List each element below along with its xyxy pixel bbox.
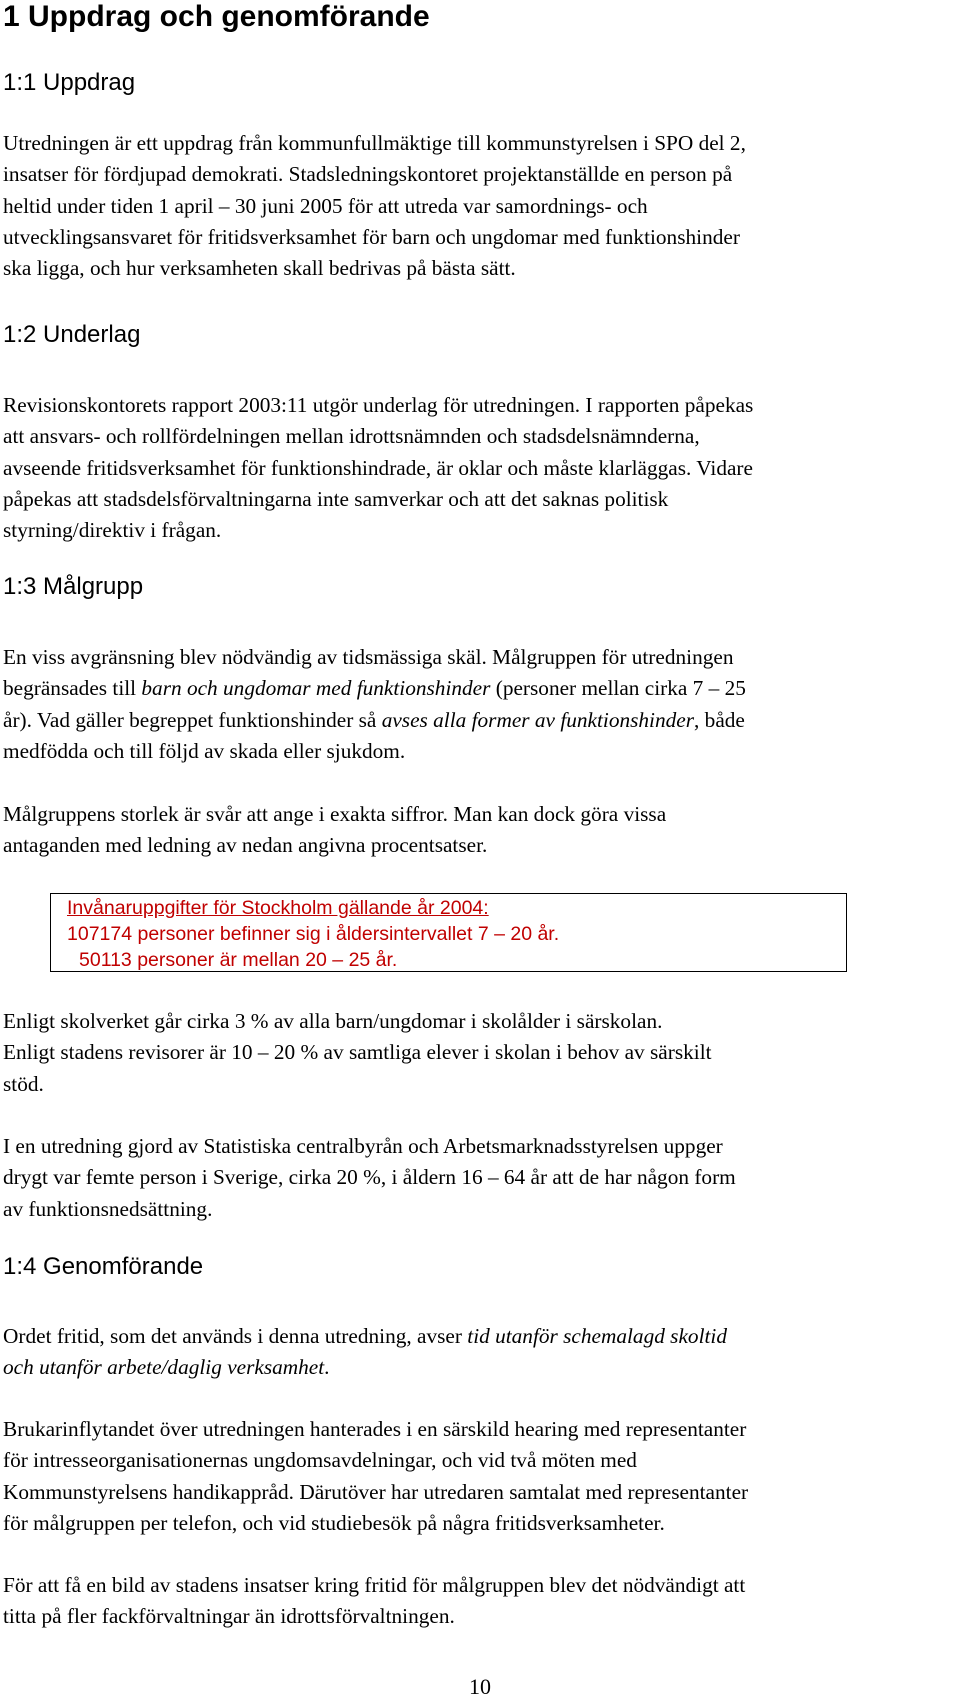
text-line: titta på fler fackförvaltningar än idrottsförvaltningen.	[3, 1604, 455, 1629]
text-line	[3, 673, 953, 704]
italic-text: avses alla former av funktionshinder	[381, 707, 695, 732]
italic-text: barn och ungdomar med funktionshinder	[141, 676, 491, 701]
paragraph-fritid	[3, 1321, 953, 1384]
text-line	[3, 1352, 953, 1383]
box-title: Invånaruppgifter för Stockholm gällande år 2004:	[67, 897, 489, 919]
text-line: ska ligga, och hur verksamheten skall bedrivas på bästa sätt.	[3, 256, 516, 281]
paragraph-brukarinflytande	[3, 1414, 953, 1539]
text-line: av funktionsnedsättning.	[3, 1196, 213, 1221]
text-line: Målgruppens storlek är svår att ange i exakta siffror. Man kan dock göra vissa	[3, 802, 667, 826]
text-line: Enligt skolverket går cirka 3 % av alla barn/ungdomar i skolålder i särskolan.	[3, 1009, 663, 1033]
chapter-heading: 1 Uppdrag och genomförande	[3, 0, 430, 33]
text-run: begränsades till	[3, 676, 142, 701]
text-line: I en utredning gjord av Statistiska centralbyrån och Arbetsmarknadsstyrelsen uppger	[3, 1134, 723, 1158]
text-line: att ansvars- och rollfördelningen mellan idrottsnämnden och stadsdelsnämnderna,	[3, 424, 700, 449]
text-run: Ordet fritid, som det används i denna utredning, avser	[3, 1324, 468, 1348]
text-run: år). Vad gäller begreppet funktionshinder så	[3, 707, 382, 732]
section-heading-uppdrag: 1:1 Uppdrag	[3, 69, 136, 96]
paragraph-underlag	[3, 390, 953, 546]
paragraph-malgrupp	[3, 642, 953, 767]
section-heading-malgrupp: 1:3 Målgrupp	[3, 573, 144, 600]
paragraph-scb	[3, 1131, 953, 1225]
paragraph-malgrupp-storlek	[3, 799, 953, 862]
text-run: (personer mellan cirka 7 – 25	[490, 676, 746, 701]
text-run: , både	[694, 707, 745, 732]
population-info-box	[50, 893, 847, 972]
box-line: 50113 personer är mellan 20 – 25 år.	[79, 949, 398, 971]
text-line: Kommunstyrelsens handikappråd. Därutöver har utredaren samtalat med representanter	[3, 1479, 749, 1504]
text-line: styrning/direktiv i frågan.	[3, 518, 222, 543]
paragraph-procentsatser	[3, 1006, 953, 1100]
text-line: Brukarinflytandet över utredningen hanterades i en särskild hearing med representanter	[3, 1417, 747, 1441]
paragraph-fackforvaltningar	[3, 1570, 953, 1633]
text-line: antaganden med ledning av nedan angivna procentsatser.	[3, 833, 488, 858]
text-line: stöd.	[3, 1071, 44, 1096]
text-line: avseende fritidsverksamhet för funktionshindrade, är oklar och måste klarläggas. Vidare	[3, 455, 753, 480]
text-line: Revisionskontorets rapport 2003:11 utgör underlag för utredningen. I rapporten påpekas	[3, 393, 754, 417]
section-heading-genomforande: 1:4 Genomförande	[3, 1253, 204, 1280]
box-line: 107174 personer befinner sig i åldersintervallet 7 – 20 år.	[67, 923, 560, 945]
text-line	[3, 1321, 953, 1352]
text-line: för målgruppen per telefon, och vid studiebesök på några fritidsverksamheter.	[3, 1510, 665, 1535]
page-number: 10	[469, 1674, 491, 1699]
text-line: Enligt stadens revisorer är 10 – 20 % av samtliga elever i skolan i behov av särskilt	[3, 1040, 712, 1065]
text-line: En viss avgränsning blev nödvändig av tidsmässiga skäl. Målgruppen för utredningen	[3, 645, 734, 669]
text-line: medfödda och till följd av skada eller sjukdom.	[3, 738, 406, 763]
text-line: påpekas att stadsdelsförvaltningarna inte samverkar och att det saknas politisk	[3, 486, 669, 511]
text-line: insatser för fördjupad demokrati. Stadsledningskontoret projektanställde en person på	[3, 162, 733, 187]
text-line	[3, 705, 953, 736]
paragraph-uppdrag	[3, 128, 953, 284]
text-run: .	[324, 1355, 330, 1380]
text-line: Utredningen är ett uppdrag från kommunfullmäktige till kommunstyrelsen i SPO del 2,	[3, 131, 746, 155]
text-line: utvecklingsansvaret för fritidsverksamhet för barn och ungdomar med funktionshinder	[3, 224, 740, 249]
italic-text: tid utanför schemalagd skoltid	[467, 1324, 727, 1348]
text-line: heltid under tiden 1 april – 30 juni 2005 för att utreda var samordnings- och	[3, 193, 648, 218]
text-line: drygt var femte person i Sverige, cirka 20 %, i åldern 16 – 64 år att de har någon form	[3, 1165, 736, 1190]
text-line: För att få en bild av stadens insatser kring fritid för målgruppen blev det nödvändigt att	[3, 1573, 746, 1597]
italic-text: och utanför arbete/daglig verksamhet	[3, 1355, 325, 1380]
text-line: för intresseorganisationernas ungdomsavdelningar, och vid två möten med	[3, 1448, 637, 1473]
section-heading-underlag: 1:2 Underlag	[3, 321, 141, 348]
